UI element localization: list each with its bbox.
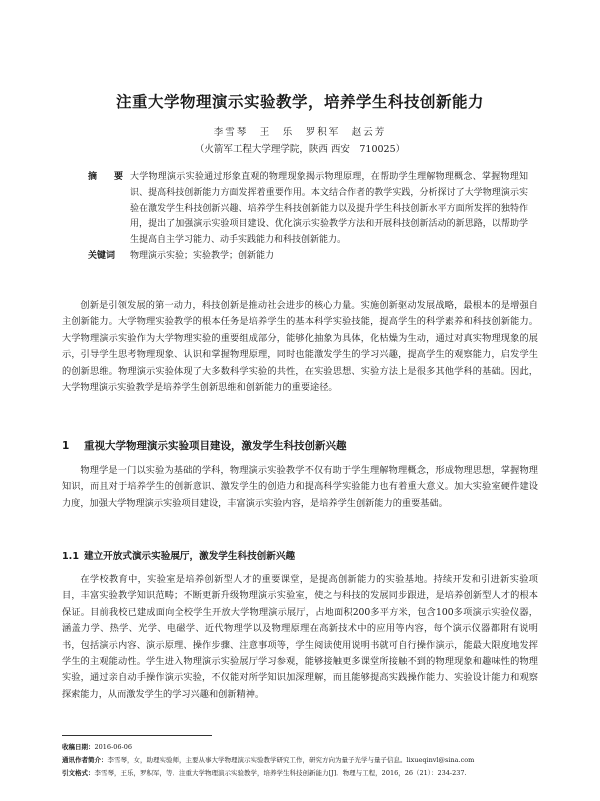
- footnote-received: 收稿日期：2016-06-06: [62, 743, 132, 751]
- footnote-author: 通讯作者简介：李雪琴，女，助理实验师，主要从事大学物理演示实验教学研究工作，研究方向为量子光学与量子信息。lixueqinvl@sina.com: [62, 756, 475, 764]
- keywords-row: [88, 249, 528, 265]
- abstract-text: 大学物理演示实验通过形象直观的物理现象揭示物理原理，在帮助学生理解物理概念、掌握物理知识、提高科技创新能力方面发挥着重要作用。本文结合作者的教学实践，分析探讨了大学物理演示实验在激发学生科技创新兴趣、培养学生科技创新能力以及提升学生科技创新水平方面所发挥的独特作用，提出了加强演示实验项目建设、优化演示实验教学方法和开展科技创新活动的新思路，以帮助学生提高自主学习能力、动手实践能力和科技创新能力。: [130, 172, 528, 246]
- section-1-1-paragraph: 在学校教育中，实验室是培养创新型人才的重要课堂，是提高创新能力的实验基地。持续开发和引进新实验项目，丰富实验教学知识范畴；不断更新升级物理演示实验室，使之与科技的发展同步跟进，是培养创新型人才的根本保证。目前我校已建成面向全校学生开放大学物理演示展厅，占地面积200多平方米，包含100多项演示实验仪器，涵盖力学、热学、光学、电磁学、近代物理学以及物理原理在高新技术中的应用等内容，每个演示仪器都附有说明书，包括演示内容、演示原理、操作步骤、注意事项等，学生阅读使用说明书就可自行操作演示，能最大限度地发挥学生的主观能动性。学生进入物理演示实验展厅学习参观，能够接触更多课堂所接触不到的物理现象和趣味性的物理实验，通过亲自动手操作演示实验，不仅能对所学知识加深理解，而且能够提高实践操作能力、实验设计能力和观察探索能力，从而激发学生的学习兴趣和创新精神。: [62, 574, 538, 700]
- section-1-1-number: 1.1: [62, 551, 79, 562]
- intro-paragraph: 创新是引领发展的第一动力，科技创新是推动社会进步的核心力量。实施创新驱动发展战略，最根本的是增强自主创新能力。大学物理实验教学的根本任务是培养学生的基本科学实验技能，提高学生的科学素养和科技创新能力。大学物理演示实验作为大学物理实验的重要组成部分，能够化抽象为具体，化枯燥为生动，通过对真实物理现象的展示，引导学生思考物理现象、认识和掌握物理原理，同时也能激发学生的学习兴趣，提高学生的观察能力，启发学生的创新思维。物理演示实验体现了大多数科学实验的共性，在实验思想、实验方法上是很多其他学科的基础。因此，大学物理演示实验教学是培养学生创新思维和创新能力的重要途径。: [62, 300, 538, 394]
- section-1-title: 重视大学物理演示实验项目建设，激发学生科技创新兴趣: [84, 440, 347, 452]
- abstract-block: [88, 170, 528, 265]
- section-1-number: 1: [62, 440, 70, 452]
- keywords-label: 关键词: [88, 250, 116, 261]
- section-1-heading: [62, 438, 347, 453]
- paper-title: 注重大学物理演示实验教学，培养学生科技创新能力: [115, 93, 484, 111]
- section-1-paragraph: 物理学是一门以实验为基础的学科，物理演示实验教学不仅有助于学生理解物理概念，形成物理思想，掌握物理知识，而且对于培养学生的创新意识、激发学生的创造力和提高科学实验能力也有着重大意义。加大实验室硬件建设力度，加强大学物理演示实验项目建设，丰富演示实验内容，是培养学生创新能力的重要基础。: [62, 465, 538, 509]
- abstract-label: 摘 要: [88, 172, 128, 182]
- author-list: 李雪琴 王 乐 罗积军 赵云芳: [213, 127, 387, 138]
- footnote-citation: 引文格式：李雪琴，王乐，罗积军，等．注重大学物理演示实验教学，培养学生科技创新能力[J]．物理与工程，2016，26（21）：234-237.: [62, 769, 467, 777]
- section-1-1-title: 建立开放式演示实验展厅，激发学生科技创新兴趣: [84, 551, 296, 562]
- section-1-1-heading: [62, 548, 295, 562]
- footnotes: [62, 741, 538, 780]
- footnote-rule: [62, 735, 212, 736]
- affiliation: （火箭军工程大学理学院，陕西 西安 710025）: [194, 144, 406, 155]
- keywords-text: 物理演示实验；实验教学；创新能力: [130, 250, 275, 261]
